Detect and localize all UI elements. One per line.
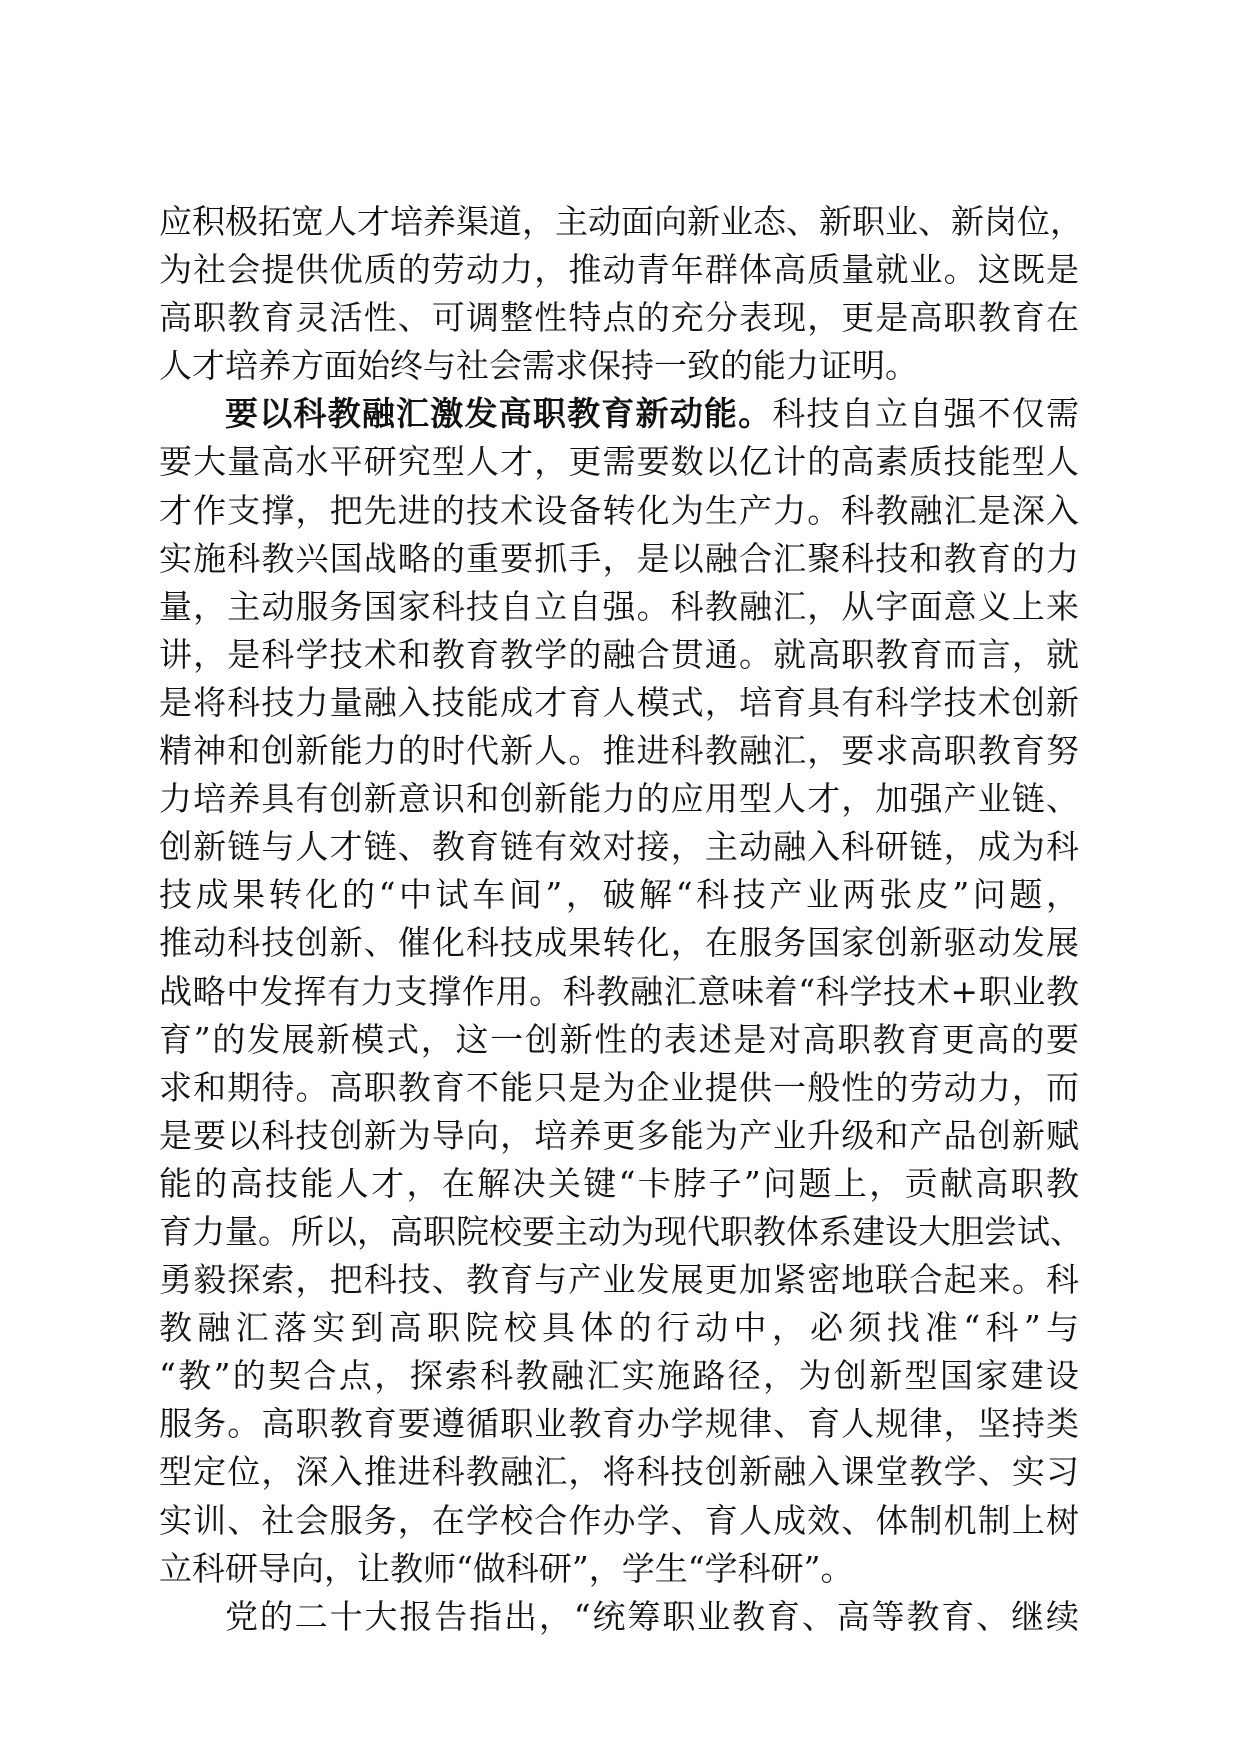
text-line: 教融汇落实到高职院校具体的行动中，必须找准“科”与 (159, 1308, 1079, 1348)
text-line: 技成果转化的“中试车间”，破解“科技产业两张皮”问题， (159, 875, 1079, 915)
text-line: 讲，是科学技术和教育教学的融合贯通。就高职教育而言，就 (159, 634, 1079, 674)
text-line: 才作支撑，把先进的技术设备转化为生产力。科教融汇是深入 (159, 490, 1079, 530)
text-line: 人才培养方面始终与社会需求保持一致的能力证明。 (159, 346, 918, 386)
text-line: 量，主动服务国家科技自立自强。科教融汇，从字面意义上来 (159, 586, 1079, 626)
text-line: 是要以科技创新为导向，培养更多能为产业升级和产品创新赋 (159, 1115, 1079, 1155)
text-line: 实训、社会服务，在学校合作办学、育人成效、体制机制上树 (159, 1500, 1079, 1540)
text-line: 勇毅探索，把科技、教育与产业发展更加紧密地联合起来。科 (159, 1260, 1079, 1300)
text-line: 育”的发展新模式，这一创新性的表述是对高职教育更高的要 (159, 1019, 1079, 1059)
text-line: 型定位，深入推进科教融汇，将科技创新融入课堂教学、实习 (159, 1452, 1079, 1492)
paragraph-first-line (159, 390, 1079, 438)
text-line: 应积极拓宽人才培养渠道，主动面向新业态、新职业、新岗位， (159, 202, 1083, 241)
text-line: 高职教育灵活性、可调整性特点的充分表现，更是高职教育在 (159, 298, 1079, 338)
text-line: 立科研导向，让教师“做科研”，学生“学科研”。 (159, 1548, 854, 1588)
text-line: “教”的契合点，探索科教融汇实施路径，为创新型国家建设 (159, 1356, 1079, 1396)
text-line: 服务。高职教育要遵循职业教育办学规律、育人规律，坚持类 (159, 1404, 1079, 1444)
text-line: 创新链与人才链、教育链有效对接，主动融入科研链，成为科 (159, 827, 1079, 867)
text-line: 为社会提供优质的劳动力，推动青年群体高质量就业。这既是 (159, 250, 1079, 290)
body-text (159, 198, 1083, 1641)
text-run: 科技自立自强不仅需 (772, 394, 1080, 434)
text-line: 力培养具有创新意识和创新能力的应用型人才，加强产业链、 (159, 779, 1079, 819)
text-line: 要大量高水平研究型人才，更需要数以亿计的高素质技能型人 (159, 442, 1079, 482)
text-line: 实施科教兴国战略的重要抓手，是以融合汇聚科技和教育的力 (159, 538, 1079, 578)
text-line: 精神和创新能力的时代新人。推进科教融汇，要求高职教育努 (159, 731, 1079, 771)
text-line: 推动科技创新、催化科技成果转化，在服务国家创新驱动发展 (159, 923, 1079, 963)
paragraph-first-line: 党的二十大报告指出，“统筹职业教育、高等教育、继续 (225, 1596, 1079, 1636)
paragraph-heading: 要以科教融汇激发高职教育新动能。 (225, 394, 773, 434)
text-line: 育力量。所以，高职院校要主动为现代职教体系建设大胆尝试、 (159, 1211, 1083, 1251)
text-line: 是将科技力量融入技能成才育人模式，培育具有科学技术创新 (159, 682, 1079, 722)
text-line: 能的高技能人才，在解决关键“卡脖子”问题上，贡献高职教 (159, 1163, 1079, 1203)
text-line: 求和期待。高职教育不能只是为企业提供一般性的劳动力，而 (159, 1067, 1079, 1107)
text-line: 战略中发挥有力支撑作用。科教融汇意味着“科学技术+职业教 (159, 971, 1079, 1011)
